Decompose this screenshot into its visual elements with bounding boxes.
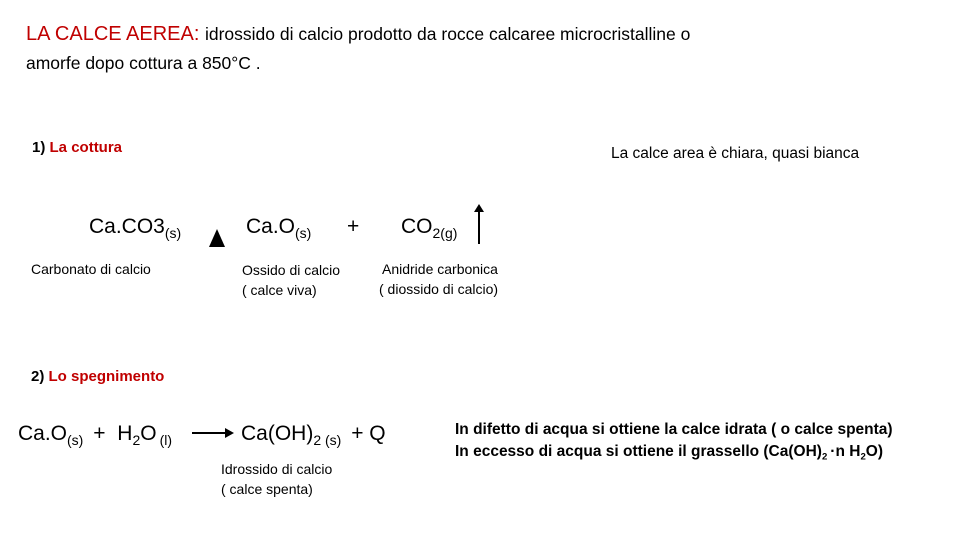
product-caoh2-name: Idrossido di calcio ( calce spenta) xyxy=(221,461,333,497)
product-co2-name: Anidride carbonica ( diossido di calcio) xyxy=(379,261,499,297)
reaction-arrow-icon xyxy=(192,427,234,439)
reactant-caco3: $Ca.CO3_{(s)}$ xyxy=(89,215,182,241)
reaction-2-reactants xyxy=(18,421,172,447)
title-highlight: LA CALCE AEREA: xyxy=(26,23,200,45)
product-cao: $Ca.O_{(s)}$ xyxy=(246,215,312,241)
section-2-label: Lo spegnimento xyxy=(48,368,165,385)
product-co2: $CO_{2(g)}$ xyxy=(401,215,458,241)
section-2-note: In difetto di acqua si ottiene la calce idrata ( o calce spenta) In eccesso di acqua si ottiene il grassello ($Ca(OH)_2 \cdot n$ $H_2O$) xyxy=(455,421,893,463)
title-line-2: amorfe dopo cottura a 850°C . xyxy=(26,53,261,73)
plus-sign-2: + xyxy=(93,422,106,445)
reactant-caco3-name: Carbonato di calcio xyxy=(31,261,151,277)
section-1-note: La calce area è chiara, quasi bianca xyxy=(611,145,860,162)
section-2-number: 2) xyxy=(31,368,45,385)
heat-triangle-icon xyxy=(208,228,226,248)
product-caoh2: $Ca(OH)_{2 (s)} + Q$ xyxy=(241,422,386,448)
reactant-water: $H_2O$ $_{(l)}$ xyxy=(117,422,173,448)
section-1-number: 1) xyxy=(32,139,46,156)
section-2-heading xyxy=(31,368,164,385)
section-1-heading xyxy=(32,139,122,156)
product-cao-name: Ossido di calcio ( calce viva) xyxy=(242,262,341,298)
plus-sign-1: + xyxy=(347,215,360,238)
title-text: idrossido di calcio prodotto da rocce calcaree microcristalline o xyxy=(204,24,691,44)
gas-release-arrow-icon xyxy=(472,204,486,244)
page-title xyxy=(26,22,690,46)
reactant-cao: $Ca.O_{(s)}$ xyxy=(18,422,84,448)
section-1-label: La cottura xyxy=(49,139,123,156)
